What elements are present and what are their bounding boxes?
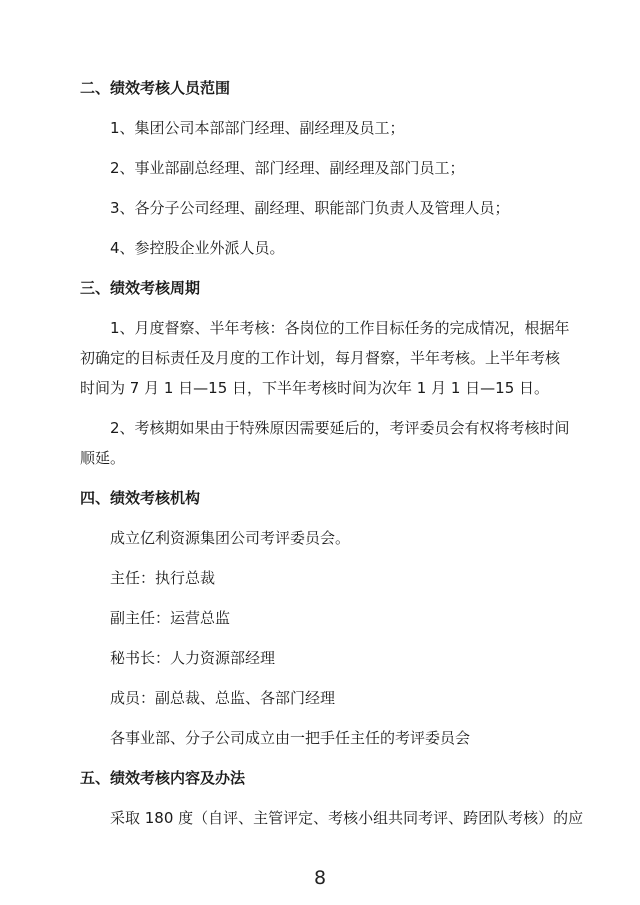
paragraph-line: 采取 180 度（自评、主管评定、考核小组共同考评、跨团队考核）的应 xyxy=(110,809,584,827)
paragraph-line: 2、考核期如果由于特殊原因需要延后的，考评委员会有权将考核时间 xyxy=(110,419,570,437)
list-item: 成员：副总裁、总监、各部门经理 xyxy=(110,689,336,707)
list-item: 3、各分子公司经理、副经理、职能部门负责人及管理人员； xyxy=(110,199,510,217)
paragraph-line: 时间为 7 月 1 日—15 日，下半年考核时间为次年 1 月 1 日—15 日。 xyxy=(80,379,550,397)
list-item: 1、集团公司本部部门经理、副经理及员工； xyxy=(110,119,405,137)
list-item: 主任：执行总裁 xyxy=(110,569,216,587)
list-item: 秘书长：人力资源部经理 xyxy=(110,649,276,667)
paragraph-line: 顺延。 xyxy=(80,449,126,467)
list-item: 2、事业部副总经理、部门经理、副经理及部门员工； xyxy=(110,159,465,177)
list-item: 各事业部、分子公司成立由一把手任主任的考评委员会 xyxy=(110,729,471,747)
section-heading-content-methods: 五、绩效考核内容及办法 xyxy=(80,769,246,787)
paragraph-line: 初确定的目标责任及月度的工作计划，每月督察，半年考核。上半年考核 xyxy=(80,349,561,367)
section-heading-organization: 四、绩效考核机构 xyxy=(80,489,201,507)
list-item: 成立亿利资源集团公司考评委员会。 xyxy=(110,529,351,547)
list-item: 4、参控股企业外派人员。 xyxy=(110,239,285,257)
list-item: 副主任：运营总监 xyxy=(110,609,231,627)
page-number: 8 xyxy=(313,867,327,889)
paragraph-line: 1、月度督察、半年考核：各岗位的工作目标任务的完成情况，根据年 xyxy=(110,319,570,337)
section-heading-scope: 二、绩效考核人员范围 xyxy=(80,79,231,97)
section-heading-cycle: 三、绩效考核周期 xyxy=(80,279,201,297)
